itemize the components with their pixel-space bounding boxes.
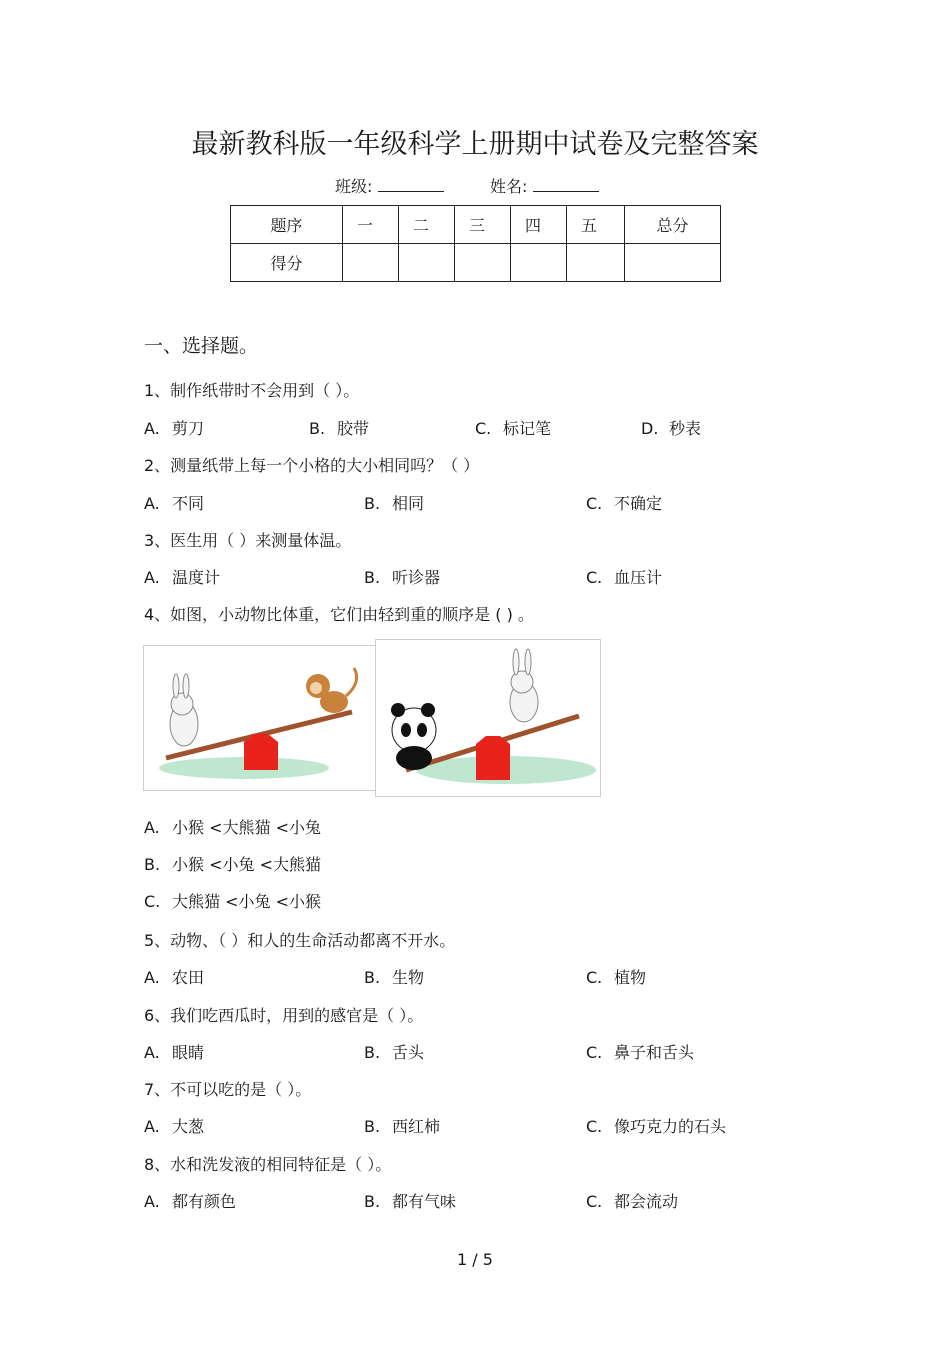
option-a[interactable]: A. 都有颜色 <box>144 1192 237 1211</box>
option-c[interactable]: C. 都会流动 <box>586 1192 679 1211</box>
question-8: 8、水和洗发液的相同特征是（ ）。 <box>144 1155 392 1174</box>
table-header-cell: 二 <box>399 206 455 244</box>
seesaw-rabbit-monkey-image <box>143 645 376 791</box>
page-number: 1 / 5 <box>457 1250 493 1269</box>
option-b[interactable]: B. 听诊器 <box>364 568 441 587</box>
option-b[interactable]: B. 舌头 <box>364 1043 425 1062</box>
score-table-score-row <box>231 244 721 282</box>
option-b[interactable]: B. 西红柿 <box>364 1117 441 1136</box>
table-header-cell: 五 <box>567 206 625 244</box>
table-header-cell: 四 <box>511 206 567 244</box>
name-blank <box>533 177 599 192</box>
score-cell[interactable] <box>511 244 567 282</box>
option-a[interactable]: A. 不同 <box>144 494 205 513</box>
question-6: 6、我们吃西瓜时，用到的感官是（ ）。 <box>144 1006 424 1025</box>
option-b[interactable]: B. 胶带 <box>309 419 370 438</box>
option-a[interactable]: A. 剪刀 <box>144 419 205 438</box>
question-1: 1、制作纸带时不会用到（ ）。 <box>144 381 360 400</box>
option-c[interactable]: C. 血压计 <box>586 568 663 587</box>
class-field <box>335 174 444 197</box>
question-3: 3、医生用（ ）来测量体温。 <box>144 531 352 550</box>
option-b[interactable]: B. 生物 <box>364 968 425 987</box>
table-header-cell: 题序 <box>231 206 343 244</box>
option-b[interactable]: B. 小猴 <小兔 <大熊猫 <box>144 855 321 874</box>
option-c[interactable]: C. 大熊猫 <小兔 <小猴 <box>144 892 321 911</box>
score-cell[interactable] <box>625 244 721 282</box>
score-cell[interactable] <box>455 244 511 282</box>
score-cell[interactable] <box>343 244 399 282</box>
question-4: 4、如图，小动物比体重，它们由轻到重的顺序是 ( ) 。 <box>144 605 534 624</box>
section-heading: 一、选择题。 <box>144 335 259 357</box>
table-header-cell: 一 <box>343 206 399 244</box>
option-a[interactable]: A. 大葱 <box>144 1117 205 1136</box>
option-c[interactable]: C. 不确定 <box>586 494 663 513</box>
name-field <box>490 174 599 197</box>
option-a[interactable]: A. 温度计 <box>144 568 221 587</box>
option-a[interactable]: A. 眼睛 <box>144 1043 205 1062</box>
table-header-cell: 三 <box>455 206 511 244</box>
option-d[interactable]: D. 秒表 <box>641 419 702 438</box>
option-a[interactable]: A. 农田 <box>144 968 205 987</box>
score-cell[interactable] <box>399 244 455 282</box>
option-c[interactable]: C. 鼻子和舌头 <box>586 1043 695 1062</box>
seesaw-panda-rabbit-image <box>375 639 601 797</box>
class-label: 班级: <box>335 177 373 196</box>
score-cell[interactable] <box>567 244 625 282</box>
question-5: 5、动物、（ ）和人的生命活动都离不开水。 <box>144 931 456 950</box>
question-7: 7、不可以吃的是（ ）。 <box>144 1080 312 1099</box>
page-title: 最新教科版一年级科学上册期中试卷及完整答案 <box>191 129 759 160</box>
option-c[interactable]: C. 像巧克力的石头 <box>586 1117 727 1136</box>
row-label-cell: 得分 <box>231 244 343 282</box>
score-table <box>230 205 721 282</box>
score-table-header-row <box>231 206 721 244</box>
option-c[interactable]: C. 标记笔 <box>475 419 552 438</box>
question-2: 2、测量纸带上每一个小格的大小相同吗？（ ） <box>144 456 480 475</box>
table-header-cell: 总分 <box>625 206 721 244</box>
option-c[interactable]: C. 植物 <box>586 968 647 987</box>
option-a[interactable]: A. 小猴 <大熊猫 <小兔 <box>144 818 321 837</box>
option-b[interactable]: B. 都有气味 <box>364 1192 457 1211</box>
option-b[interactable]: B. 相同 <box>364 494 425 513</box>
class-blank <box>378 177 444 192</box>
name-label: 姓名: <box>490 177 528 196</box>
